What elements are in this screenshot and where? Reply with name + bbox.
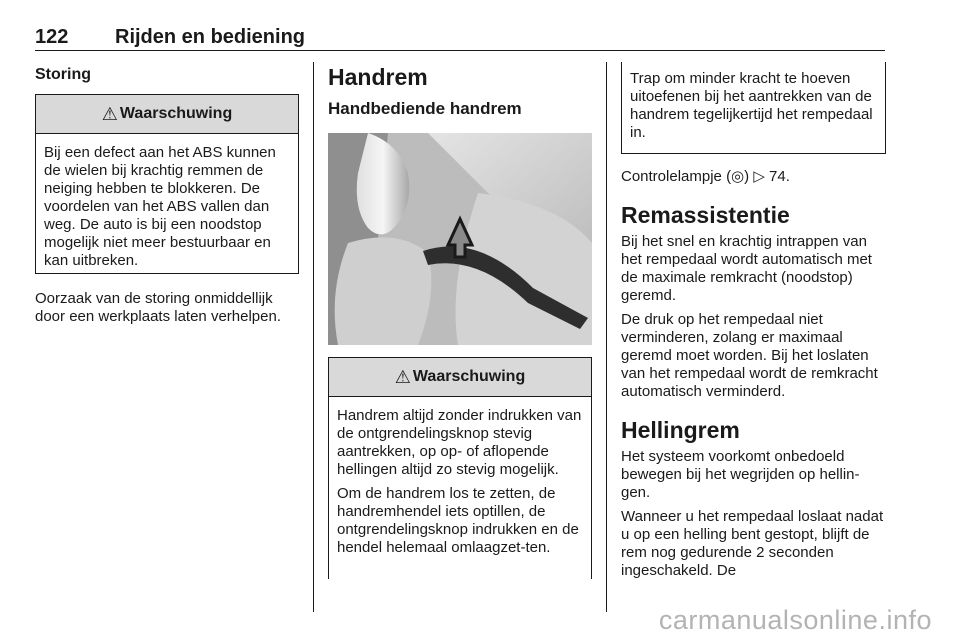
section-heading-handrem: Handrem	[328, 64, 428, 90]
handbrake-photo	[328, 133, 592, 345]
subheading-handbediende-handrem: Handbediende handrem	[328, 99, 522, 118]
warning-body	[36, 134, 298, 280]
section-heading-remassistentie: Remassistentie	[621, 202, 790, 228]
remassistentie-p2: De druk op het rempedaal niet verminderen, zolang er maximaal geremd moet worden. Bij het loslaten van het rempedaal wordt de remkracht automatisch verminderd.	[621, 311, 878, 400]
page-number: 122	[35, 26, 69, 48]
warning-text-2: Om de handrem los te zetten, de handremhendel iets optillen, de ontgrendelingsknop indrukken en de hendel helemaal omlaagzet-ten.	[337, 485, 579, 556]
warning-box-continued	[621, 62, 886, 154]
hellingrem-p1: Het systeem voorkomt onbedoeld bewegen bij het wegrijden op hellin-gen.	[621, 448, 860, 501]
column-divider	[313, 62, 314, 612]
section-heading-storing: Storing	[35, 66, 91, 83]
remassistentie-p1: Bij het snel en krachtig intrappen van het rempedaal wordt automatisch met de maximale remkracht (noodstop) geremd.	[621, 233, 872, 304]
warning-box-abs	[35, 94, 299, 274]
control-lamp-text: Controlelampje	[621, 168, 722, 185]
warning-triangle-icon: ⚠	[394, 366, 411, 387]
column-2	[328, 62, 592, 579]
column-divider	[606, 62, 607, 612]
handbrake-illustration	[328, 133, 592, 345]
control-lamp-line	[621, 168, 886, 186]
warning-text-1: Handrem altijd zonder indrukken van de ontgrendelingsknop stevig aantrekken, op op- of aflopende hellingen altijd zo stevig mogelijk.	[337, 407, 582, 478]
hellingrem-p2: Wanneer u het rempedaal loslaat nadat u op een helling bent gestopt, blijft de rem nog gedurende 2 seconden ingeschakeld. De	[621, 508, 884, 579]
warning-body	[329, 397, 591, 567]
warning-text: Bij een defect aan het ABS kunnen de wielen bij krachtig remmen de neiging hebben te blokkeren. De voordelen van het ABS vallen dan weg. De auto is bij een noodstop mogelijk niet meer bestuurbaar en kan uitbreken.	[44, 144, 276, 269]
warning-box-handrem	[328, 357, 592, 579]
watermark: carmanualsonline.info	[658, 605, 932, 635]
warning-header	[36, 95, 298, 134]
paragraph-repair: Oorzaak van de storing onmiddellijk door een werkplaats laten verhelpen.	[35, 290, 281, 325]
brake-warning-lamp-icon: (◎)	[726, 168, 750, 185]
chapter-title: Rijden en bediening	[115, 26, 306, 48]
section-heading-hellingrem: Hellingrem	[621, 417, 740, 443]
warning-title: Waarschuwing	[119, 105, 233, 122]
column-3	[621, 62, 886, 586]
control-lamp-ref: 74.	[769, 168, 790, 185]
warning-body	[622, 62, 885, 152]
warning-continued-text: Trap om minder kracht te hoeven uitoefenen bij het aantrekken van de handrem tegelijkertijd het rempedaal in.	[630, 70, 873, 141]
page-ref-arrow-icon: ▷	[753, 168, 765, 185]
warning-title: Waarschuwing	[412, 368, 526, 385]
page-header	[35, 24, 885, 51]
column-1	[35, 62, 299, 332]
warning-triangle-icon: ⚠	[101, 103, 118, 124]
warning-header	[329, 358, 591, 397]
